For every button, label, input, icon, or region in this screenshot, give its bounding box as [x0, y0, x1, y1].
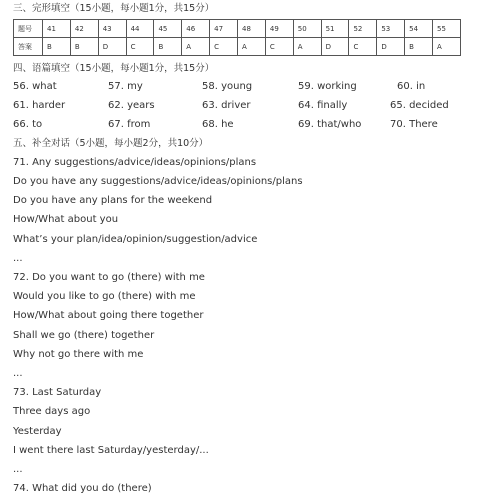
- dialogue-line: Yesterday: [13, 426, 62, 437]
- cloze-answer: 69. that/who: [298, 119, 362, 130]
- table-cell: 42: [70, 20, 98, 38]
- table-cell: 51: [321, 20, 349, 38]
- cloze-answer: 62. years: [108, 100, 155, 111]
- cloze-answer: 70. There: [390, 119, 438, 130]
- table-cell: 48: [238, 20, 266, 38]
- table-cell: C: [126, 38, 154, 56]
- table-header-label: 题号: [14, 20, 43, 38]
- dialogue-line: Do you have any suggestions/advice/ideas/opinions/plans: [13, 176, 303, 187]
- table-cell: 47: [210, 20, 238, 38]
- dialogue-line: 73. Last Saturday: [13, 387, 102, 398]
- dialogue-line: 71. Any suggestions/advice/ideas/opinions/plans: [13, 157, 257, 168]
- cloze-answer: 58. young: [202, 81, 253, 92]
- table-cell: 50: [293, 20, 321, 38]
- table-cell: C: [349, 38, 377, 56]
- table-cell: B: [405, 38, 433, 56]
- section5-heading: 五、补全对话（5小题，每小题2分，共10分）: [13, 138, 209, 149]
- cloze-answer: 56. what: [13, 81, 57, 92]
- dialogue-line: Shall we go (there) together: [13, 330, 155, 341]
- table-cell: B: [43, 38, 71, 56]
- table-cell: 53: [377, 20, 405, 38]
- cloze-answer: 65. decided: [390, 100, 449, 111]
- answer-table: [13, 19, 461, 56]
- cloze-answer: 67. from: [108, 119, 151, 130]
- table-cell: 43: [98, 20, 126, 38]
- table-row-answers: [14, 38, 461, 56]
- table-cell: B: [70, 38, 98, 56]
- table-cell: 49: [265, 20, 293, 38]
- table-cell: A: [433, 38, 461, 56]
- cloze-answer: 63. driver: [202, 100, 251, 111]
- cloze-answer: 57. my: [108, 81, 143, 92]
- table-cell: 41: [43, 20, 71, 38]
- cloze-answer: 64. finally: [298, 100, 348, 111]
- dialogue-line: ...: [13, 368, 23, 379]
- section4-heading: 四、语篇填空（15小题，每小题1分，共15分）: [13, 63, 215, 74]
- table-cell: D: [321, 38, 349, 56]
- table-cell: A: [293, 38, 321, 56]
- table-answer-label: 答案: [14, 38, 43, 56]
- table-cell: 45: [154, 20, 182, 38]
- dialogue-line: ...: [13, 464, 23, 475]
- table-cell: A: [182, 38, 210, 56]
- table-cell: 44: [126, 20, 154, 38]
- dialogue-line: ...: [13, 253, 23, 264]
- dialogue-line: I went there last Saturday/yesterday/...: [13, 445, 209, 456]
- table-cell: B: [154, 38, 182, 56]
- dialogue-line: Why not go there with me: [13, 349, 144, 360]
- cloze-answer: 61. harder: [13, 100, 66, 111]
- table-cell: C: [210, 38, 238, 56]
- dialogue-line: Would you like to go (there) with me: [13, 291, 196, 302]
- cloze-answer: 66. to: [13, 119, 43, 130]
- dialogue-line: Three days ago: [13, 406, 91, 417]
- section3-heading: 三、完形填空（15小题，每小题1分，共15分）: [13, 3, 215, 14]
- cloze-answer: 60. in: [397, 81, 426, 92]
- dialogue-line: How/What about going there together: [13, 310, 204, 321]
- table-cell: 54: [405, 20, 433, 38]
- cloze-answer: 68. he: [202, 119, 234, 130]
- table-cell: D: [377, 38, 405, 56]
- dialogue-line: 74. What did you do (there): [13, 483, 152, 494]
- table-cell: D: [98, 38, 126, 56]
- cloze-answer: 59. working: [298, 81, 357, 92]
- dialogue-line: How/What about you: [13, 214, 119, 225]
- dialogue-line: 72. Do you want to go (there) with me: [13, 272, 205, 283]
- table-cell: A: [238, 38, 266, 56]
- table-row-numbers: [14, 20, 461, 38]
- table-cell: 52: [349, 20, 377, 38]
- table-cell: 55: [433, 20, 461, 38]
- dialogue-line: Do you have any plans for the weekend: [13, 195, 213, 206]
- table-cell: 46: [182, 20, 210, 38]
- table-cell: C: [265, 38, 293, 56]
- dialogue-line: What’s your plan/idea/opinion/suggestion/advice: [13, 234, 258, 245]
